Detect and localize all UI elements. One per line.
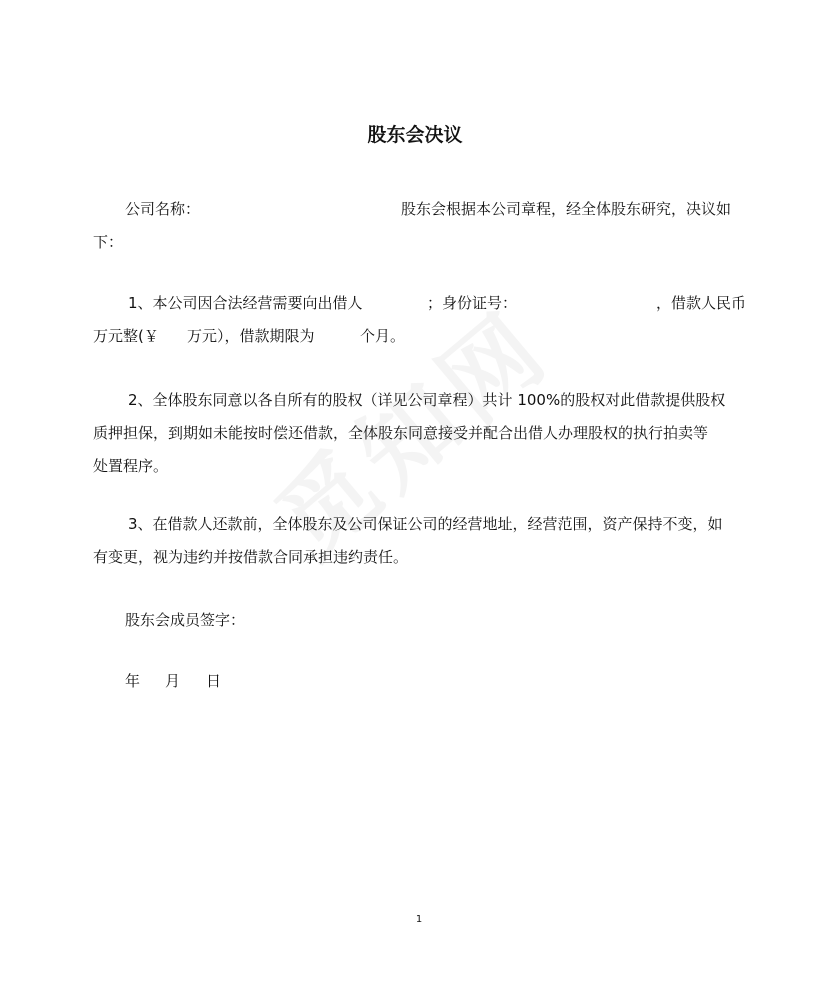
clause-1-part-d: 万元整(￥ [93,327,159,345]
company-name-label: 公司名称： [125,200,201,218]
page-number: 1 [415,914,423,925]
date-day: 日 [206,672,222,690]
clause-3-line-2: 有变更，视为违约并按借款合同承担违约责任。 [93,548,409,566]
signature-label: 股东会成员签字： [125,611,246,629]
date-month: 月 [165,672,181,690]
clause-2-line-2: 质押担保，到期如未能按时偿还借款，全体股东同意接受并配合出借人办理股权的执行拍卖等 [93,424,709,442]
clause-1-part-a: 1、本公司因合法经营需要向出借人 [128,294,363,312]
intro-text-continued: 下： [93,233,124,251]
clause-1-part-f: 个月。 [360,327,406,345]
intro-text: 股东会根据本公司章程，经全体股东研究，决议如 [401,200,732,218]
document-title: 股东会决议 [367,124,463,146]
clause-3-line-1: 3、在借款人还款前，全体股东及公司保证公司的经营地址，经营范围，资产保持不变，如 [128,515,723,533]
date-year: 年 [125,672,141,690]
clause-1-part-e: 万元），借款期限为 [187,327,315,345]
clause-1-part-b: ；身份证号： [427,294,518,312]
clause-1-part-c: ，借款人民币 [656,294,747,312]
clause-2-line-1: 2、全体股东同意以各自所有的股权（详见公司章程）共计 100%的股权对此借款提供股权 [128,391,726,409]
clause-2-line-3: 处置程序。 [93,457,169,475]
